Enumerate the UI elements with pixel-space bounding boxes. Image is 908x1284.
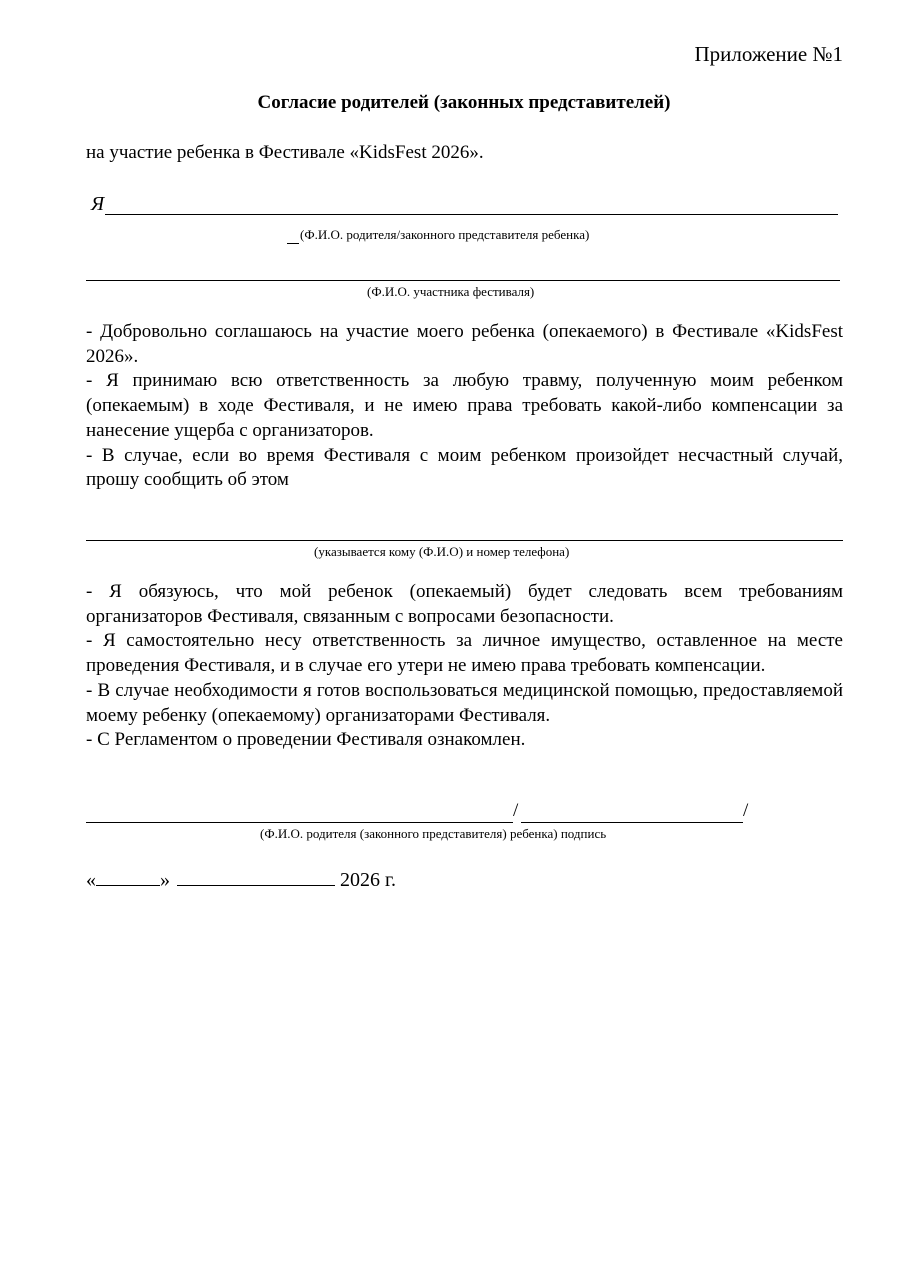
parent-name-line (105, 214, 838, 215)
paragraph-medical-help: - В случае необходимости я готов воспользоваться медицинской помощью, предоставляемой моему ребенку (опекаемому) организаторами Фестиваля. (86, 679, 843, 726)
participant-name-caption: (Ф.И.О. участника фестиваля) (367, 284, 535, 299)
date-open-quote: « (86, 869, 96, 891)
parent-name-caption: (Ф.И.О. родителя/законного представителя ребенка) (300, 227, 590, 242)
paragraph-personal-property: - Я самостоятельно несу ответственность за личное имущество, оставленное на месте проведения Фестиваля, и в случае его утери не имею права требовать компенсации. (86, 630, 843, 677)
paragraph-voluntary-consent: - Добровольно соглашаюсь на участие моего ребенка (опекаемого) в Фестивале «KidsFest 2026». (86, 321, 843, 367)
contact-line (86, 540, 843, 541)
date-month-blank (177, 869, 335, 886)
signature-line (521, 822, 743, 823)
consent-paragraphs-2 (86, 580, 843, 753)
consent-paragraphs-1 (86, 320, 843, 493)
annex-number: Приложение №1 (694, 42, 843, 66)
paragraph-accident-notify: - В случае, если во время Фестиваля с моим ребенком произойдет несчастный случай, прошу сообщить об этом (86, 444, 843, 491)
date-close-quote: » (160, 869, 170, 891)
document-title: Согласие родителей (законных представителей) (257, 92, 671, 113)
contact-caption: (указывается кому (Ф.И.О) и номер телефона) (314, 544, 570, 559)
paragraph-regulations-acknowledged: - С Регламентом о проведении Фестиваля ознакомлен. (86, 729, 526, 751)
signature-caption: (Ф.И.О. родителя (законного представителя) ребенка) подпись (260, 826, 607, 841)
paragraph-safety-requirements: - Я обязуюсь, что мой ребенок (опекаемый) будет следовать всем требованиям организаторов Фестиваля, связанным с вопросами безопасности. (86, 581, 843, 627)
signature-name-line (86, 822, 513, 823)
ya-label: Я (91, 193, 105, 215)
signature-slash-2: / (743, 800, 749, 821)
paragraph-responsibility-injury: - Я принимаю всю ответственность за любую травму, полученную моим ребенком (опекаемым) в ходе Фестиваля, и не имею права требовать какой-либо компенсации за нанесение ущерба с организаторов. (86, 370, 843, 441)
signature-slash-1: / (513, 800, 519, 821)
participant-name-line (86, 280, 840, 281)
document-subtitle: на участие ребенка в Фестивале «KidsFest 2026». (86, 142, 484, 163)
date-year: 2026 г. (340, 869, 396, 891)
date-day-blank (96, 869, 160, 886)
date-row (86, 869, 396, 892)
parent-name-caption-dash (287, 243, 299, 244)
